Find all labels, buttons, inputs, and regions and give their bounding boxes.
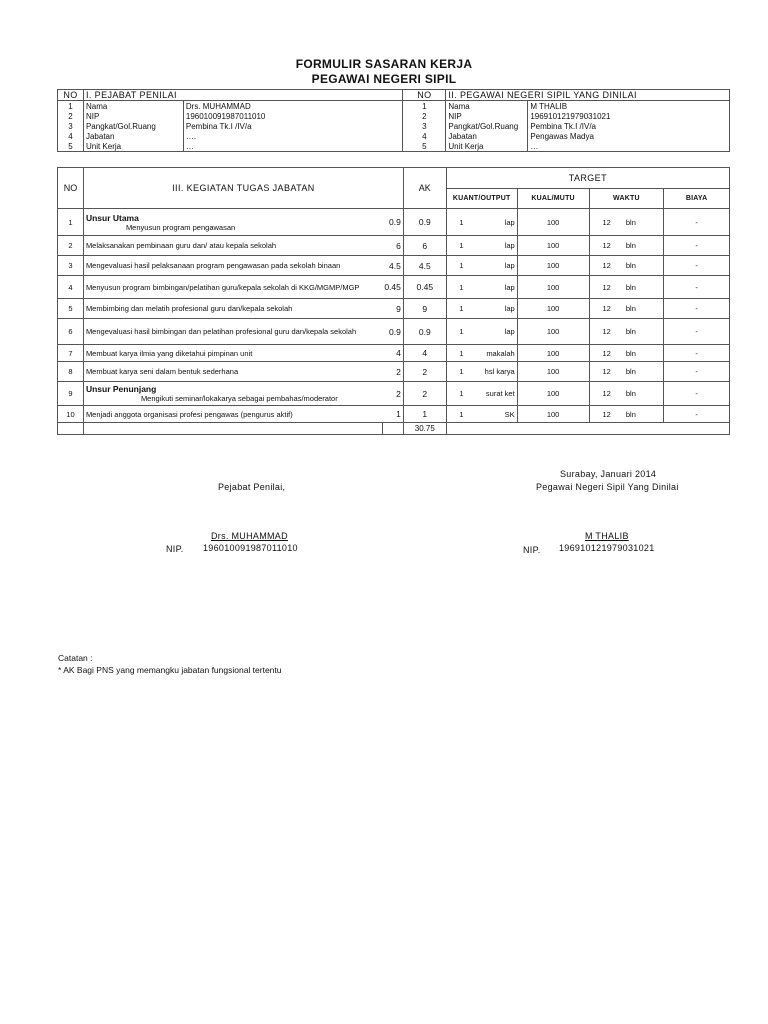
ak-value: 1: [403, 406, 446, 423]
total-empty: [382, 423, 403, 435]
biaya: -: [664, 256, 730, 276]
right-signer-name: M THALIB: [585, 531, 629, 541]
right-row-value: Pengawas Madya: [528, 131, 730, 141]
left-row-value: Pembina Tk.I /IV/a: [183, 121, 403, 131]
qty-unit: makalah: [476, 345, 517, 362]
ak-left: 1: [382, 406, 403, 423]
waktu: 12: [589, 299, 624, 319]
left-row-no: 3: [58, 121, 84, 131]
identity-row: [58, 131, 730, 141]
biaya: -: [664, 276, 730, 299]
activity-cell: Menyusun program bimbingan/pelatihan guru/kepala sekolah di KKG/MGMP/MGP: [83, 276, 382, 299]
right-row-label: Unit Kerja: [446, 141, 528, 152]
activity-row: [58, 299, 730, 319]
qty: 1: [446, 276, 476, 299]
right-row-label: Nama: [446, 101, 528, 112]
waktu-unit: bln: [624, 319, 664, 345]
mutu: 100: [517, 362, 589, 382]
waktu: 12: [589, 382, 624, 406]
target-header: TARGET: [446, 168, 729, 189]
identity-table: [57, 89, 730, 152]
left-signer-name: Drs. MUHAMMAD: [211, 531, 288, 541]
waktu-header: WAKTU: [589, 189, 664, 209]
waktu: 12: [589, 209, 624, 236]
ak-value: 2: [403, 382, 446, 406]
ak-value: 2: [403, 362, 446, 382]
no-header-right: NO: [403, 90, 446, 101]
activity-cell: [83, 209, 382, 236]
qty-unit: lap: [476, 209, 517, 236]
ak-left: 9: [382, 299, 403, 319]
biaya: -: [664, 209, 730, 236]
row-no: 8: [58, 362, 84, 382]
activity-cell: Mengevaluasi hasil pelaksanaan program pengawasan pada sekolah binaan: [83, 256, 382, 276]
unsur-heading: Unsur Penunjang: [85, 384, 157, 394]
row-no: 9: [58, 382, 84, 406]
qty-unit: lap: [476, 276, 517, 299]
left-nip-label: NIP.: [166, 544, 184, 554]
waktu: 12: [589, 406, 624, 423]
identity-row: [58, 111, 730, 121]
qty: 1: [446, 382, 476, 406]
qty: 1: [446, 299, 476, 319]
ak-left: 0.9: [382, 209, 403, 236]
qty-unit: lap: [476, 319, 517, 345]
mutu: 100: [517, 319, 589, 345]
ak-value: 4.5: [403, 256, 446, 276]
activity-cell: [83, 382, 382, 406]
qty-unit: lap: [476, 256, 517, 276]
qty-unit: surat ket: [476, 382, 517, 406]
activities-table: [57, 167, 730, 435]
right-row-label: NIP: [446, 111, 528, 121]
biaya: -: [664, 406, 730, 423]
row-no: 2: [58, 236, 84, 256]
ak-left: 2: [382, 382, 403, 406]
right-row-value: 196910121979031021: [528, 111, 730, 121]
total-empty: [83, 423, 382, 435]
unsur-heading: Unsur Utama: [85, 212, 139, 223]
left-nip: 196010091987011010: [203, 543, 298, 553]
waktu-unit: bln: [624, 236, 664, 256]
mutu: 100: [517, 345, 589, 362]
left-row-value: Drs. MUHAMMAD: [183, 101, 403, 112]
waktu: 12: [589, 362, 624, 382]
biaya: -: [664, 345, 730, 362]
waktu: 12: [589, 256, 624, 276]
right-row-no: 1: [403, 101, 446, 112]
notes-text: * AK Bagi PNS yang memangku jabatan fungsional tertentu: [58, 665, 282, 675]
qty: 1: [446, 209, 476, 236]
waktu: 12: [589, 319, 624, 345]
kuant-output-header: KUANT/OUTPUT: [446, 189, 517, 209]
ak-left: 4: [382, 345, 403, 362]
activity-text: Mengikuti seminar/lokakarya sebagai pembahas/moderator: [140, 394, 338, 403]
notes-label: Catatan :: [58, 653, 93, 663]
activity-row: [58, 319, 730, 345]
activity-cell: Membimbing dan melatih profesional guru dan/kepala sekolah: [83, 299, 382, 319]
qty: 1: [446, 319, 476, 345]
waktu-unit: bln: [624, 299, 664, 319]
place-date: Surabay, Januari 2014: [560, 469, 657, 479]
activity-cell: Membuat karya seni dalam bentuk sederhana: [83, 362, 382, 382]
activity-cell: Membuat karya ilmia yang diketahui pimpinan unit: [83, 345, 382, 362]
ak-left: 6: [382, 236, 403, 256]
row-no: 7: [58, 345, 84, 362]
row-no: 1: [58, 209, 84, 236]
waktu-unit: bln: [624, 276, 664, 299]
left-row-no: 5: [58, 141, 84, 152]
waktu-unit: bln: [624, 345, 664, 362]
left-row-no: 2: [58, 111, 84, 121]
total-empty: [58, 423, 84, 435]
left-role: Pejabat Penilai,: [218, 482, 286, 492]
waktu-unit: bln: [624, 382, 664, 406]
biaya: -: [664, 382, 730, 406]
waktu-unit: bln: [624, 362, 664, 382]
activity-row: [58, 362, 730, 382]
right-row-no: 2: [403, 111, 446, 121]
mutu: 100: [517, 406, 589, 423]
qty: 1: [446, 362, 476, 382]
pejabat-penilai-header: I. PEJABAT PENILAI: [83, 90, 402, 101]
qty: 1: [446, 256, 476, 276]
ak-left: 0.45: [382, 276, 403, 299]
mutu: 100: [517, 276, 589, 299]
total-empty: [446, 423, 729, 435]
ak-left: 4.5: [382, 256, 403, 276]
left-row-label: Pangkat/Gol.Ruang: [83, 121, 183, 131]
qty: 1: [446, 406, 476, 423]
ak-value: 0.45: [403, 276, 446, 299]
kual-mutu-header: KUAL/MUTU: [517, 189, 589, 209]
activity-row: [58, 382, 730, 406]
left-row-no: 1: [58, 101, 84, 112]
qty-unit: lap: [476, 236, 517, 256]
mutu: 100: [517, 236, 589, 256]
right-nip-label: NIP.: [523, 545, 541, 555]
activity-text: Menyusun program pengawasan: [125, 222, 236, 232]
identity-row: [58, 141, 730, 152]
qty: 1: [446, 345, 476, 362]
qty-unit: SK: [476, 406, 517, 423]
row-no: 10: [58, 406, 84, 423]
ak-value: 4: [403, 345, 446, 362]
ak-header: AK: [403, 168, 446, 209]
waktu-unit: bln: [624, 406, 664, 423]
qty-unit: hsl karya: [476, 362, 517, 382]
activity-cell: Mengevaluasi hasil bimbingan dan pelatihan profesional guru dan/kepala sekolah: [83, 319, 382, 345]
right-row-no: 5: [403, 141, 446, 152]
no-header: NO: [58, 168, 84, 209]
activity-row: [58, 406, 730, 423]
activity-cell: Menjadi anggota organisasi profesi pengawas (pengurus aktif): [83, 406, 382, 423]
ak-left: 0.9: [382, 319, 403, 345]
activity-row: [58, 236, 730, 256]
ak-value: 6: [403, 236, 446, 256]
waktu-unit: bln: [624, 256, 664, 276]
activity-cell: Melaksanakan pembinaan guru dan/ atau kepala sekolah: [83, 236, 382, 256]
waktu: 12: [589, 236, 624, 256]
kegiatan-header: III. KEGIATAN TUGAS JABATAN: [83, 168, 403, 209]
right-row-label: Jabatan: [446, 131, 528, 141]
right-row-label: Pangkat/Gol.Ruang: [446, 121, 528, 131]
identity-row: [58, 101, 730, 112]
ak-value: 9: [403, 299, 446, 319]
biaya: -: [664, 319, 730, 345]
biaya: -: [664, 299, 730, 319]
mutu: 100: [517, 256, 589, 276]
activity-row: [58, 276, 730, 299]
activity-row: [58, 345, 730, 362]
right-role: Pegawai Negeri Sipil Yang Dinilai: [536, 482, 679, 492]
biaya: -: [664, 362, 730, 382]
left-row-label: Unit Kerja: [83, 141, 183, 152]
row-no: 4: [58, 276, 84, 299]
form-title: FORMULIR SASARAN KERJA: [295, 57, 473, 71]
right-nip: 196910121979031021: [559, 543, 655, 553]
ak-value: 0.9: [403, 209, 446, 236]
ak-left: 2: [382, 362, 403, 382]
biaya-header: BIAYA: [664, 189, 730, 209]
no-header-left: NO: [58, 90, 84, 101]
left-row-value: 196010091987011010: [183, 111, 403, 121]
waktu: 12: [589, 276, 624, 299]
total-ak: 30.75: [403, 423, 446, 435]
mutu: 100: [517, 299, 589, 319]
form-subtitle: PEGAWAI NEGERI SIPIL: [311, 72, 457, 86]
qty: 1: [446, 236, 476, 256]
biaya: -: [664, 236, 730, 256]
waktu-unit: bln: [624, 209, 664, 236]
qty-unit: lap: [476, 299, 517, 319]
row-no: 3: [58, 256, 84, 276]
activity-row: [58, 256, 730, 276]
left-row-value: …: [183, 141, 403, 152]
mutu: 100: [517, 382, 589, 406]
right-row-no: 4: [403, 131, 446, 141]
mutu: 100: [517, 209, 589, 236]
right-row-value: M THALIB: [528, 101, 730, 112]
left-row-value: ….: [183, 131, 403, 141]
left-row-label: Nama: [83, 101, 183, 112]
row-no: 5: [58, 299, 84, 319]
waktu: 12: [589, 345, 624, 362]
left-row-no: 4: [58, 131, 84, 141]
ak-value: 0.9: [403, 319, 446, 345]
identity-row: [58, 121, 730, 131]
left-row-label: NIP: [83, 111, 183, 121]
right-row-value: …: [528, 141, 730, 152]
pns-dinilai-header: II. PEGAWAI NEGERI SIPIL YANG DINILAI: [446, 90, 730, 101]
row-no: 6: [58, 319, 84, 345]
right-row-no: 3: [403, 121, 446, 131]
right-row-value: Pembina Tk.I /IV/a: [528, 121, 730, 131]
activity-row: [58, 209, 730, 236]
left-row-label: Jabatan: [83, 131, 183, 141]
